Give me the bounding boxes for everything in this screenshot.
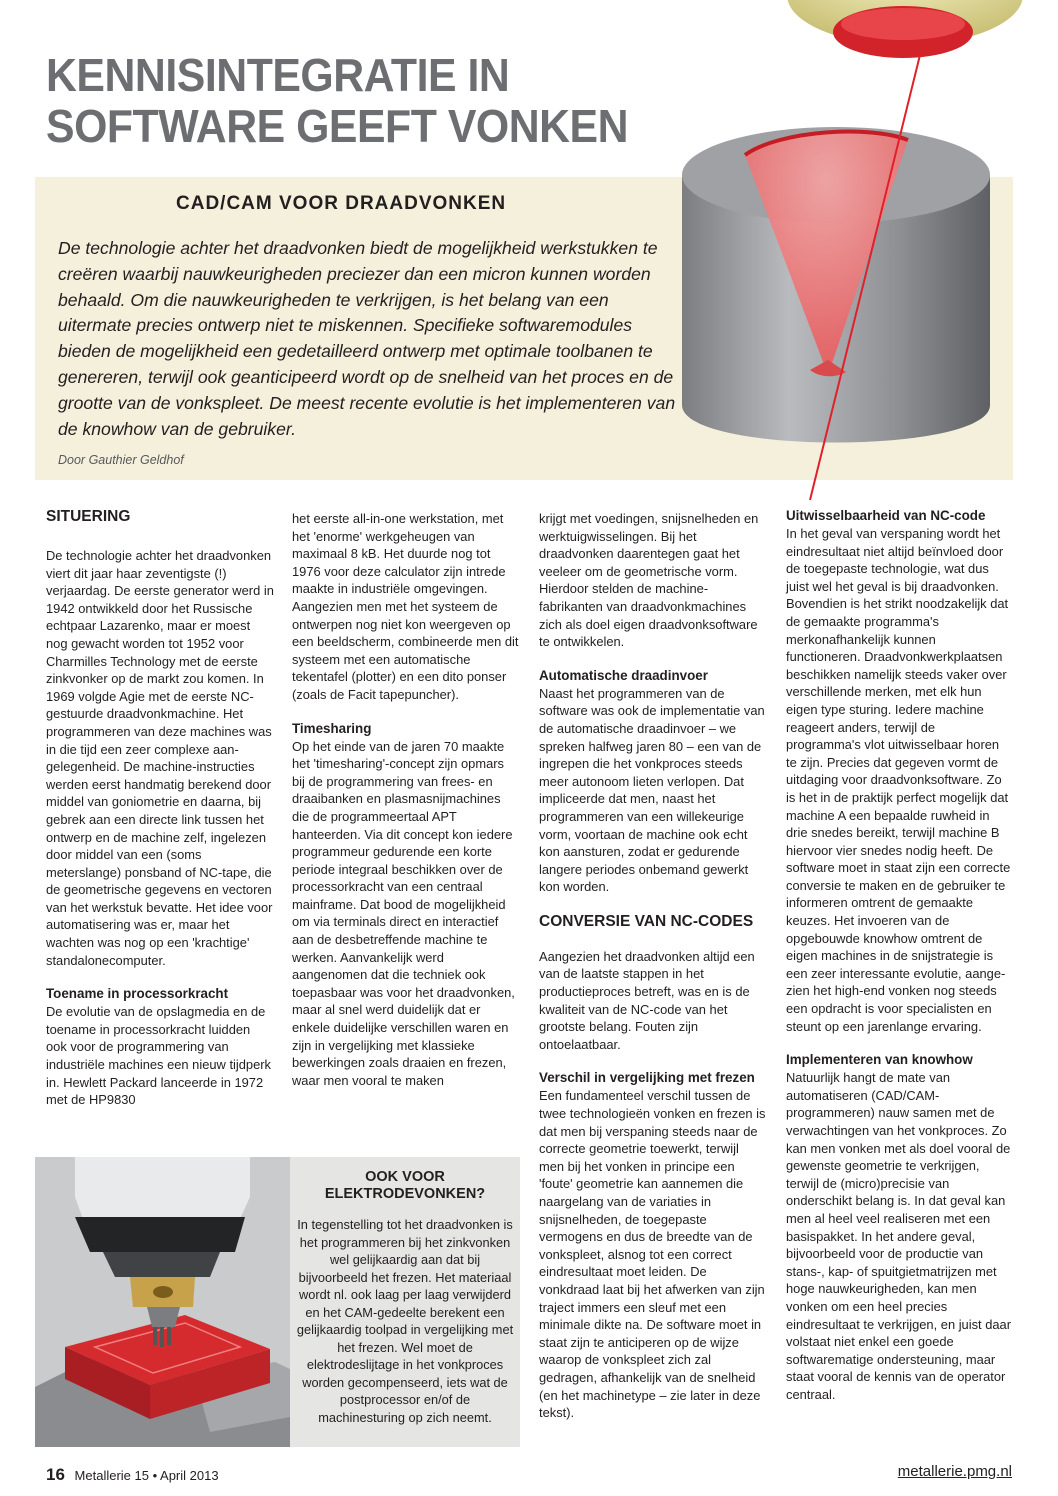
heading-implementeren: Implementeren van knowhow — [786, 1052, 973, 1068]
heading-situering: SITUERING — [46, 508, 131, 525]
issue-info: Metallerie 15 • April 2013 — [74, 1468, 219, 1483]
wire-edm-cylinder-illustration — [660, 0, 1058, 500]
paragraph-situering: De technologie achter het draadvonken viert dit jaar haar zeventigste (!) verjaardag. De eerste generator werd in 1942 ontwikkeld door het Russische echtpaar Lazarenko, maar er moest nog gewacht worden tot 1952 voor Charmilles Technology met de eerste zinkvonker op de markt zou komen. In 1969 volgde Agie met de eerste NC-gestuurde draadvonkmachine. Het programmeren van deze machines was in die tijd een zeer complexe aangelegenheid. De machine-instructies werden eerst handmatig berekend door middel van goniometrie en daarna, bij gebrek aan een directe link tussen het ontwerp en de machine zelf, ingelezen door middel van een (soms meterslange) ponsband of NC-tape, die de geometrische gegevens en vectoren van het werkstuk bevatte. Het idee voor automatisering was er, maar het wachten was nog op een 'krachtige' standalonecomputer. — [46, 548, 274, 968]
paragraph-draadinvoer: Naast het programmeren van de software was ook de implementatie van de automatische draadinvoer – we spreken halfweg jaren 80 – een van de ingrepen die het vonkproces steeds meer autonoom lieten verlopen. Dat impliceerde dat men, naast het programmeren van een willekeurige vorm, voortaan de machine ook echt kon aansturen, zodat er gedurende langere periodes onbemand gewerkt kon worden. — [539, 685, 765, 895]
sinker-edm-illustration — [35, 1157, 290, 1447]
column-3 — [539, 510, 767, 1438]
paragraph-uitwisselbaarheid: In het geval van verspaning wordt het eindresultaat niet altijd beïnvloed door de toegepaste technologie, wat dus juist wel het geval is bij draadvonken. Bovendien is het strikt noodzakelijk dat de gemaakte programma's merkonafhankelijk kunnen functioneren. Draadvonkwerkplaatsen beschikken namelijk steeds vaker over verschillende merken, met elk hun eigen type sturing. Iedere machine reageert anders, terwijl de programma's vlot uitwisselbaar horen te zijn. Precies dat gegeven vormt de uitdaging voor draadvonksoftware. Zo is het in de praktijk perfect mogelijk dat machine A een bepaalde ruwheid in drie snedes bereikt, terwijl machine B hiervoor vier snedes nodig heeft. De software moet in staat zijn een correcte conversie te maken en de gebruiker te informeren omtrent de gemaakte keuzes. Het invoeren van de opgebouwde knowhow omtrent de eigen machines in de snijstrategie is een zeer interessante evolutie, aangezien het high-end vonken nog steeds een opdracht is voor specialisten en steunt op een jarenlange ervaring. — [786, 526, 1011, 1034]
column-1 — [46, 507, 274, 1125]
paragraph-col3-continued: krijgt met voedingen, snijsnelheden en werktuigwisselingen. Bij het draadvonken daarentegen gaat het veeleer om de geometrische vorm. Hierdoor stelden de machinefabrikanten van draadvonkmachines zich als doel eigen draadvonksoftware te ontwikkelen. — [539, 511, 759, 650]
heading-timesharing: Timesharing — [292, 720, 372, 736]
footer-url-link[interactable]: metallerie.pmg.nl — [897, 1463, 1012, 1480]
column-2 — [292, 510, 520, 1105]
heading-conversie: CONVERSIE VAN NC-CODES — [539, 912, 754, 930]
sidebar-title-line-1: OOK VOOR — [365, 1169, 445, 1185]
heading-verschil: Verschil in vergelijking met frezen — [539, 1070, 755, 1086]
sidebar-title-line-2: ELEKTRODEVONKEN? — [324, 1186, 486, 1202]
paragraph-timesharing: Op het einde van de jaren 70 maakte het 'timesharing'-concept zijn opmars bij de programmering van frees- en draaibanken en plasmasnijmachines die de programmeertaal APT hanteerden. Via dit concept kon iedere programmeur gedurende een korte periode integraal beschikken over de processorkracht van een centraal mainframe. Dat bood de mogelijkheid om via terminals direct en interactief aan de desbetreffende machine te werken. Aanvankelijk werd aangenomen dat die techniek ook toepasbaar was voor het draadvonken, maar al snel werd duidelijk dat er enkele duidelijke verschillen waren en zijn in vergelijking met klassieke bewerkingen zoals draaien en frezen, waar men vooral te maken — [292, 738, 515, 1088]
sidebar-title — [295, 1169, 515, 1203]
paragraph-verschil: Een fundamenteel verschil tussen de twee technologieën vonken en frezen is dat men bij verspaning steeds naar de correcte geometrie toewerkt, terwijl men bij het vonken in principe een 'foute' geometrie kan aannemen die naargelang van de variaties in snijsnelheden, de toegepaste vermogens en dus de breedte van de vonkspleet, alsnog tot een correct eindresultaat moet leiden. De vonkdraad laat bij het afwerken van zijn traject immers een sleuf met een minimale dikte na. De software moet in staat zijn te anticiperen op de wijze waarop de vonkspleet zich zal gedragen, afhankelijk van de snelheid (en het machinetype – zie later in deze tekst). — [539, 1088, 766, 1421]
heading-uitwisselbaarheid: Uitwisselbaarheid van NC-code — [786, 508, 986, 523]
paragraph-col2-continued: het eerste all-in-one werkstation, met het 'enorme' werkgeheugen van maximaal 8 kB. Het duurde nog tot 1976 voor deze calculator zijn intrede maakte in industriële omgevingen. Aangezien men met het systeem de ontwerpen nog niet kon weergeven op een beeldscherm, combineerde men dit systeem met een automatische tekentafel (plotter) en een dito ponser (zoals de Facit tapepuncher). — [292, 511, 519, 702]
paragraph-toename: De evolutie van de opslagmedia en de toename in processorkracht luidden ook voor de programmering van industriële machines een nieuw tijdperk in. Hewlett Packard lanceerde in 1972 met de HP9830 — [46, 1004, 271, 1108]
heading-draadinvoer: Automatische draadinvoer — [539, 667, 708, 683]
heading-toename: Toename in processorkracht — [46, 986, 229, 1002]
title-line-1: KENNISINTEGRATIE IN — [46, 49, 510, 101]
title-line-2: SOFTWARE GEEFT VONKEN — [46, 100, 629, 152]
article-byline: Door Gauthier Geldhof — [58, 453, 184, 467]
article-lead: De technologie achter het draadvonken biedt de mogelijkheid werkstukken te creëren waarbij nauwkeurigheden preciezer dan een micron kunnen worden behaald. Om die nauwkeurigheden te verkrijgen, is het belang van een uitermate precies ontwerp niet te miskennen. Specifieke softwaremodules bieden de mogelijkheid een gedetailleerd ontwerp met optimale toolbanen te genereren, terwijl ook geanticipeerd wordt op de snelheid van het proces en de grootte van de vonkspleet. De meest recente evolutie is het implementeren van de knowhow van de gebruiker. — [58, 238, 676, 439]
paragraph-conversie: Aangezien het draadvonken altijd een van de laatste stappen in het productieproces betreft, was en is de kwaliteit van de NC-code van het grootste belang. Fouten zijn ontoelaatbaar. — [539, 948, 755, 1052]
footer-folio — [46, 1465, 219, 1485]
article-title — [46, 50, 697, 152]
sidebar-text: In tegenstelling tot het draadvonken is het programmeren bij het zinkvonken wel gelijkaardig aan dat bij bijvoorbeeld het frezen. Het materiaal wordt nl. ook laag per laag verwijderd en het CAM-gedeelte berekent een gelijkaardig toolpad in vergelijking met het frezen. Wel moet de elektrodeslijtage in het vonkproces worden gecompenseerd, iets wat de postprocessor en/of de machinesturing op zich neemt. — [296, 1217, 514, 1425]
paragraph-implementeren: Natuurlijk hangt de mate van automatiseren (CAD/CAM-programmeren) nauw samen met de verwachtingen van het vonkproces. Zo kan men vonken met als doel vooral de gewenste geometrie te verkrijgen, terwijl de (micro)precisie van onderschikt belang is. In dat geval kan men al heel veel realiseren met een basispakket. In het andere geval, bijvoorbeeld voor de productie van stans-, kap- of spuitgietmatrijzen met hoge nauwkeurigheden, kan men vonken om een heel precies eindresultaat te verkrijgen, en juist daar volstaat niet enkel een goede softwarematige ondersteuning, maar staat vooral de kennis van de operator centraal. — [786, 1070, 1011, 1402]
column-4 — [786, 507, 1012, 1420]
page-number: 16 — [46, 1465, 65, 1484]
article-kicker: CAD/CAM VOOR DRAADVONKEN — [176, 193, 507, 214]
